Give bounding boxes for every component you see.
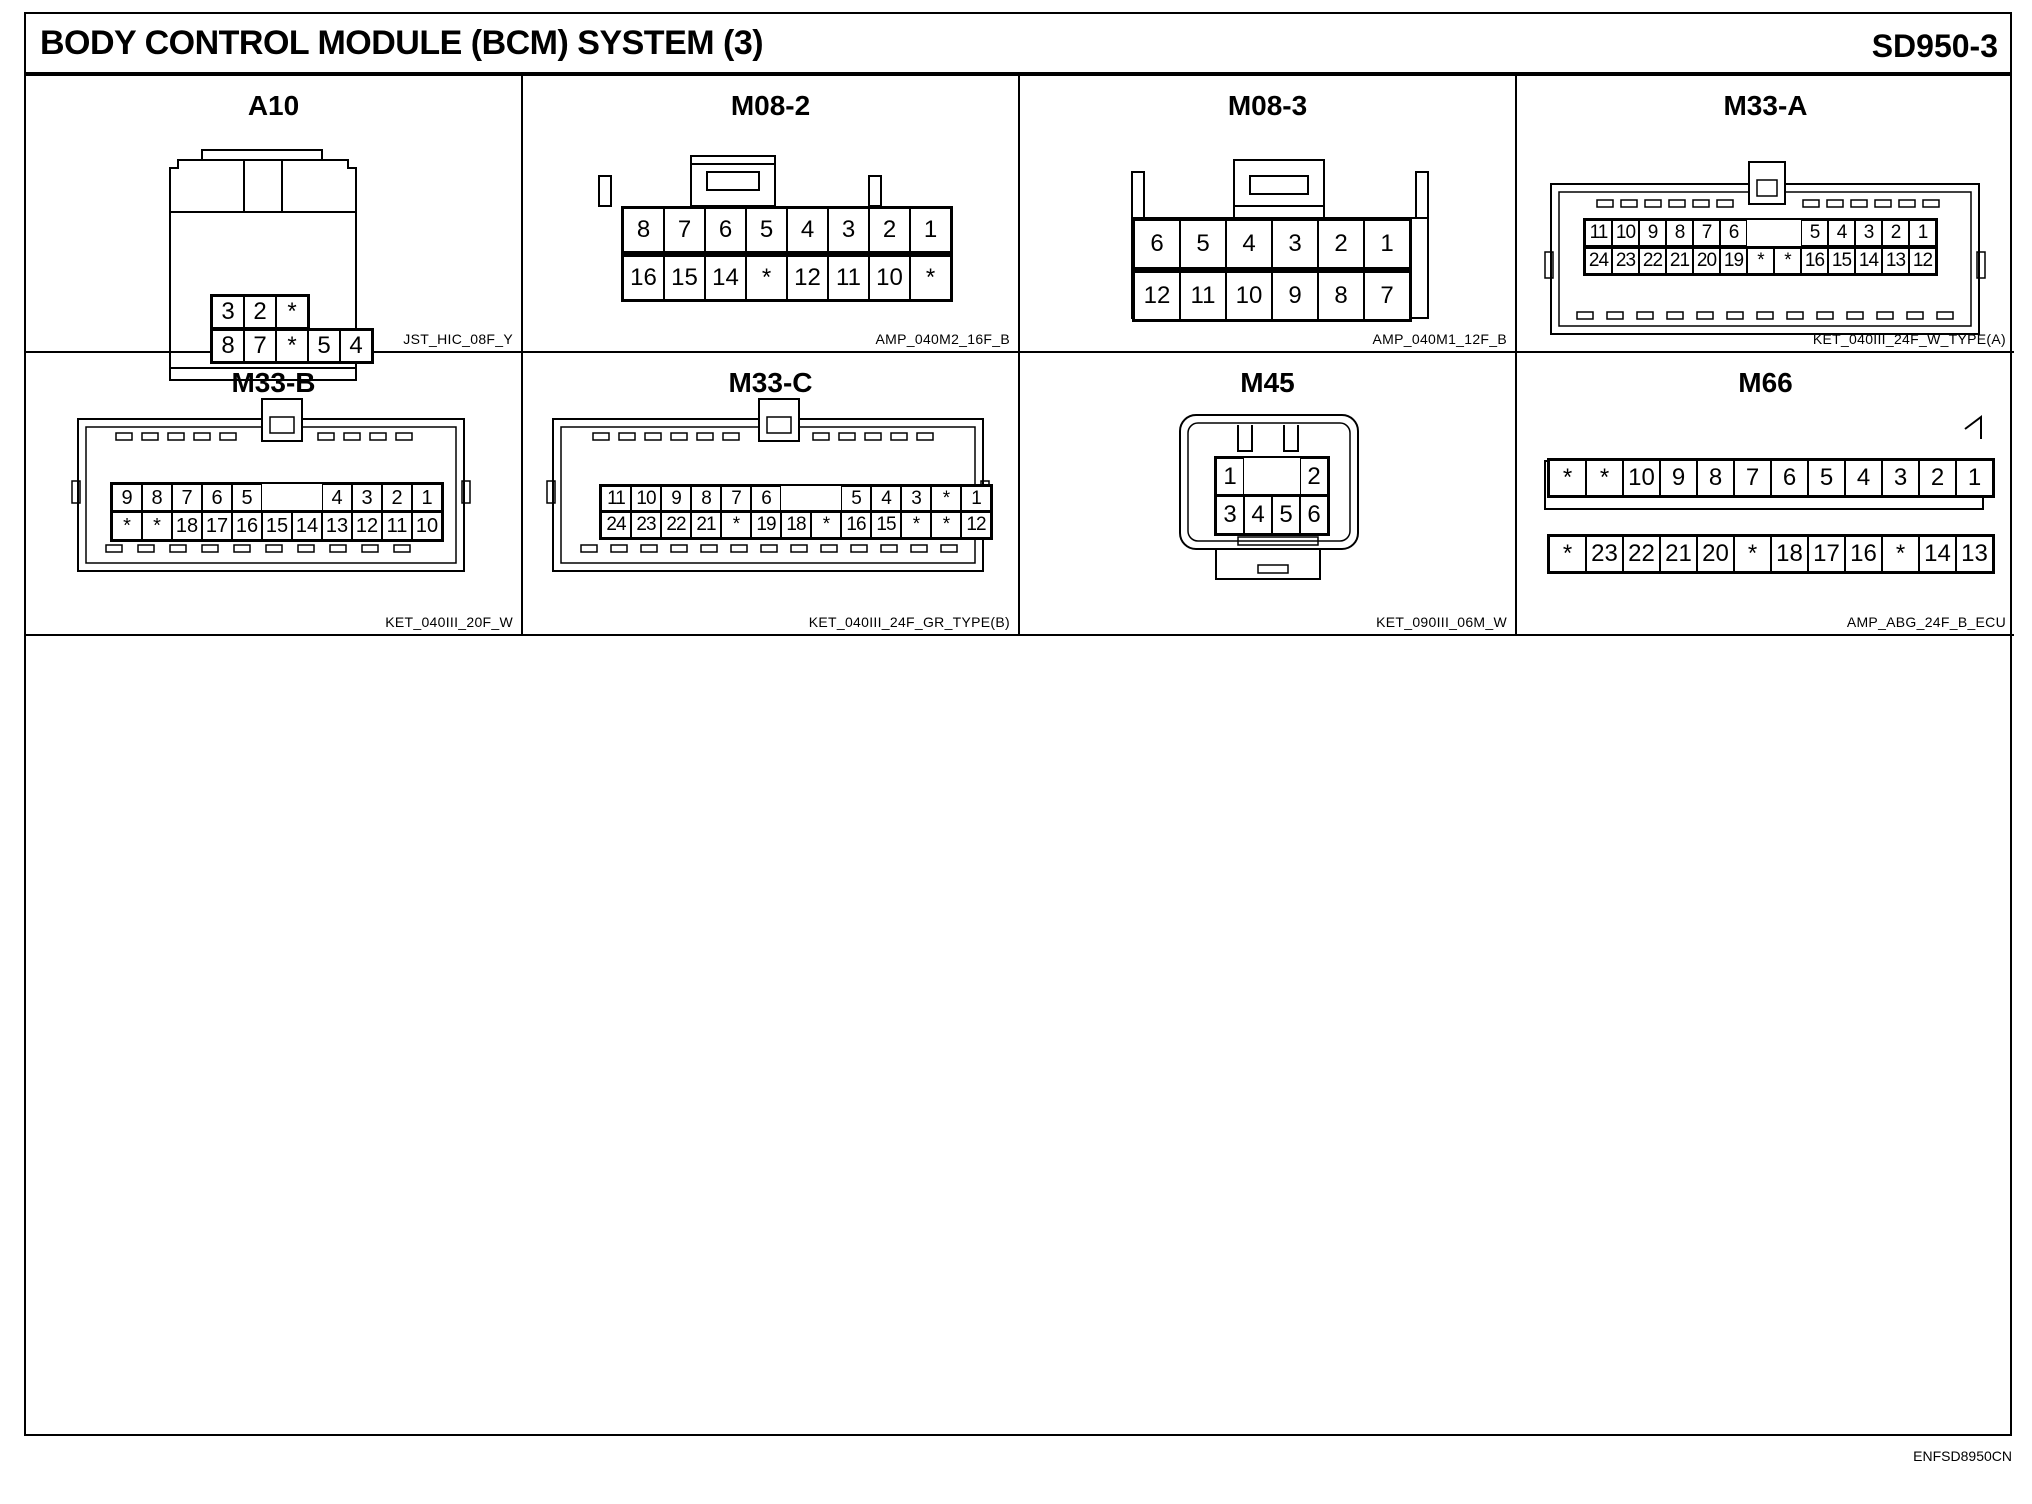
pin: 9	[1272, 272, 1318, 320]
pin: 15	[1828, 248, 1855, 274]
pin: 24	[1585, 248, 1612, 274]
pin: 6	[1300, 496, 1328, 534]
pin: 2	[1882, 220, 1909, 246]
pin-unused: *	[931, 486, 961, 512]
pin: 3	[828, 208, 869, 252]
pin: 2	[244, 296, 276, 328]
pin: 4	[871, 486, 901, 512]
pin: 2	[1300, 458, 1328, 496]
pin: 21	[691, 512, 721, 538]
pin: 19	[1720, 248, 1747, 274]
pin-gap	[292, 484, 322, 512]
connector-name: M33-C	[728, 367, 813, 398]
pin: 23	[1586, 536, 1623, 572]
pin: 9	[1660, 460, 1697, 496]
connector-m33-a	[1517, 76, 2014, 353]
pin: 19	[751, 512, 781, 538]
pin: 15	[664, 256, 705, 300]
pin-row-0	[621, 206, 953, 254]
pin: 18	[781, 512, 811, 538]
pin-unused: *	[931, 512, 961, 538]
pin: 16	[1801, 248, 1828, 274]
pin-row-0	[210, 294, 310, 330]
pin: 13	[1956, 536, 1993, 572]
pin: 14	[1919, 536, 1956, 572]
pin: 11	[1180, 272, 1226, 320]
pin: 6	[1771, 460, 1808, 496]
pin: 10	[1623, 460, 1660, 496]
pin: 5	[232, 484, 262, 512]
pin: 2	[382, 484, 412, 512]
pin-unused: *	[112, 512, 142, 540]
pin-row-0	[1547, 458, 1995, 498]
pin-unused: *	[811, 512, 841, 538]
connector-type: KET_040III_20F_W	[385, 614, 513, 630]
pin: 12	[961, 512, 991, 538]
pin: 3	[1272, 220, 1318, 268]
pin-row-0	[1132, 218, 1412, 270]
pin-unused: *	[746, 256, 787, 300]
pin-gap	[811, 486, 841, 512]
pin: 7	[172, 484, 202, 512]
connector-m33-c	[523, 353, 1020, 636]
connector-m45	[1020, 353, 1517, 636]
pin: 1	[1956, 460, 1993, 496]
pin: 15	[262, 512, 292, 540]
pin: 5	[1272, 496, 1300, 534]
pin: 20	[1697, 536, 1734, 572]
pin: 22	[1639, 248, 1666, 274]
pin-unused: *	[1774, 248, 1801, 274]
connector-type: AMP_ABG_24F_B_ECU	[1846, 614, 2006, 630]
pin-unused: *	[721, 512, 751, 538]
pin: 9	[661, 486, 691, 512]
pin: 10	[1612, 220, 1639, 246]
pin: 5	[1801, 220, 1828, 246]
pin: 9	[1639, 220, 1666, 246]
pin: 1	[412, 484, 442, 512]
pin-unused: *	[276, 296, 308, 328]
pin: 4	[322, 484, 352, 512]
pin: 20	[1693, 248, 1720, 274]
pin: 15	[871, 512, 901, 538]
pin: 10	[1226, 272, 1272, 320]
pin: 24	[601, 512, 631, 538]
pin-row-1	[1583, 246, 1938, 276]
pin: 16	[623, 256, 664, 300]
connector-housing-outline	[1517, 76, 2014, 353]
pin: 13	[322, 512, 352, 540]
pin-unused: *	[910, 256, 951, 300]
pin-gap	[781, 486, 811, 512]
pin-unused: *	[1549, 460, 1586, 496]
diagram-sheet	[24, 12, 2012, 1436]
pin: 10	[412, 512, 442, 540]
pin: 4	[340, 330, 372, 362]
pin: 12	[1909, 248, 1936, 274]
pin: 4	[1244, 496, 1272, 534]
pin: 7	[244, 330, 276, 362]
pin: 12	[1134, 272, 1180, 320]
pin: 7	[664, 208, 705, 252]
title-bar	[26, 14, 2010, 76]
pin: 3	[352, 484, 382, 512]
pin: 5	[746, 208, 787, 252]
pin: 6	[751, 486, 781, 512]
pin: 5	[308, 330, 340, 362]
pin-unused: *	[1882, 536, 1919, 572]
pin: 2	[1318, 220, 1364, 268]
pin: 16	[232, 512, 262, 540]
pin-unused: *	[1734, 536, 1771, 572]
pin: 1	[1909, 220, 1936, 246]
pin-gap	[1244, 458, 1272, 496]
pin: 4	[1845, 460, 1882, 496]
pin: 16	[1845, 536, 1882, 572]
pin-row-1	[621, 254, 953, 302]
pin: 10	[631, 486, 661, 512]
pin: 3	[1882, 460, 1919, 496]
connector-m66	[1517, 353, 2014, 636]
pin: 1	[961, 486, 991, 512]
pin: 16	[841, 512, 871, 538]
pin: 8	[212, 330, 244, 362]
page-code: SD950-3	[1871, 28, 1998, 64]
connector-type: AMP_040M1_12F_B	[1372, 331, 1507, 347]
pin: 21	[1666, 248, 1693, 274]
pin-unused: *	[1747, 248, 1774, 274]
pin: 1	[910, 208, 951, 252]
pin-row-1	[1132, 270, 1412, 322]
pin: 17	[202, 512, 232, 540]
connector-name: A10	[247, 90, 300, 121]
connector-name: M33-B	[231, 367, 316, 398]
pin-row-1	[1214, 494, 1330, 536]
connector-name: M08-2	[730, 90, 811, 121]
pin: 6	[1720, 220, 1747, 246]
connector-name: M66	[1738, 367, 1793, 398]
pin: 9	[112, 484, 142, 512]
pin: 5	[1180, 220, 1226, 268]
pin-unused: *	[1549, 536, 1586, 572]
pin: 8	[1666, 220, 1693, 246]
document-id: ENFSD8950CN	[1913, 1448, 2012, 1464]
pin: 11	[382, 512, 412, 540]
pin: 22	[1623, 536, 1660, 572]
pin: 11	[1585, 220, 1612, 246]
pin: 3	[901, 486, 931, 512]
connector-m08-3	[1020, 76, 1517, 353]
pin: 7	[1734, 460, 1771, 496]
pin-gap	[1272, 458, 1300, 496]
pin: 23	[1612, 248, 1639, 274]
pin: 18	[172, 512, 202, 540]
pin: 4	[1226, 220, 1272, 268]
pin: 6	[1134, 220, 1180, 268]
pin: 3	[1855, 220, 1882, 246]
pin: 8	[623, 208, 664, 252]
connector-m08-2	[523, 76, 1020, 353]
connector-name: M45	[1240, 367, 1295, 398]
pin-row-0	[1214, 456, 1330, 498]
pin: 8	[1697, 460, 1734, 496]
pin: 3	[1216, 496, 1244, 534]
pin: 7	[1364, 272, 1410, 320]
pin: 6	[705, 208, 746, 252]
connector-name: M33-A	[1723, 90, 1808, 121]
pin-gap	[262, 484, 292, 512]
pin-gap	[1747, 220, 1774, 246]
pin: 23	[631, 512, 661, 538]
pin: 21	[1660, 536, 1697, 572]
pin: 8	[142, 484, 172, 512]
pin: 7	[1693, 220, 1720, 246]
pin: 18	[1771, 536, 1808, 572]
pin-unused: *	[1586, 460, 1623, 496]
connector-grid	[26, 76, 2014, 636]
pin: 4	[1828, 220, 1855, 246]
pin-unused: *	[276, 330, 308, 362]
pin: 3	[212, 296, 244, 328]
connector-name: M08-3	[1227, 90, 1308, 121]
pin: 10	[869, 256, 910, 300]
pin-row-0	[1583, 218, 1938, 248]
pin-unused: *	[142, 512, 172, 540]
pin-row-1	[1547, 534, 1995, 574]
pin: 6	[202, 484, 232, 512]
pin: 22	[661, 512, 691, 538]
pin: 17	[1808, 536, 1845, 572]
pin: 4	[787, 208, 828, 252]
pin: 2	[869, 208, 910, 252]
pin: 2	[1919, 460, 1956, 496]
pin: 14	[1855, 248, 1882, 274]
pin: 12	[787, 256, 828, 300]
pin: 14	[292, 512, 322, 540]
pin-gap	[1774, 220, 1801, 246]
connector-type: KET_090III_06M_W	[1376, 614, 1507, 630]
pin: 8	[1318, 272, 1364, 320]
pin-row-1	[110, 510, 444, 542]
pin: 14	[705, 256, 746, 300]
pin: 7	[721, 486, 751, 512]
pin: 11	[828, 256, 869, 300]
pin-unused: *	[901, 512, 931, 538]
connector-type: KET_040III_24F_W_TYPE(A)	[1812, 331, 2006, 347]
connector-type: AMP_040M2_16F_B	[875, 331, 1010, 347]
pin: 5	[841, 486, 871, 512]
pin: 8	[691, 486, 721, 512]
pin: 13	[1882, 248, 1909, 274]
pin: 5	[1808, 460, 1845, 496]
pin: 12	[352, 512, 382, 540]
pin: 1	[1364, 220, 1410, 268]
connector-type: KET_040III_24F_GR_TYPE(B)	[808, 614, 1010, 630]
page-title: BODY CONTROL MODULE (BCM) SYSTEM (3)	[40, 24, 764, 62]
connector-m33-b	[26, 353, 523, 636]
pin: 11	[601, 486, 631, 512]
pin: 1	[1216, 458, 1244, 496]
pin-row-1	[599, 510, 993, 540]
connector-a10	[26, 76, 523, 359]
connector-type: JST_HIC_08F_Y	[403, 331, 513, 347]
